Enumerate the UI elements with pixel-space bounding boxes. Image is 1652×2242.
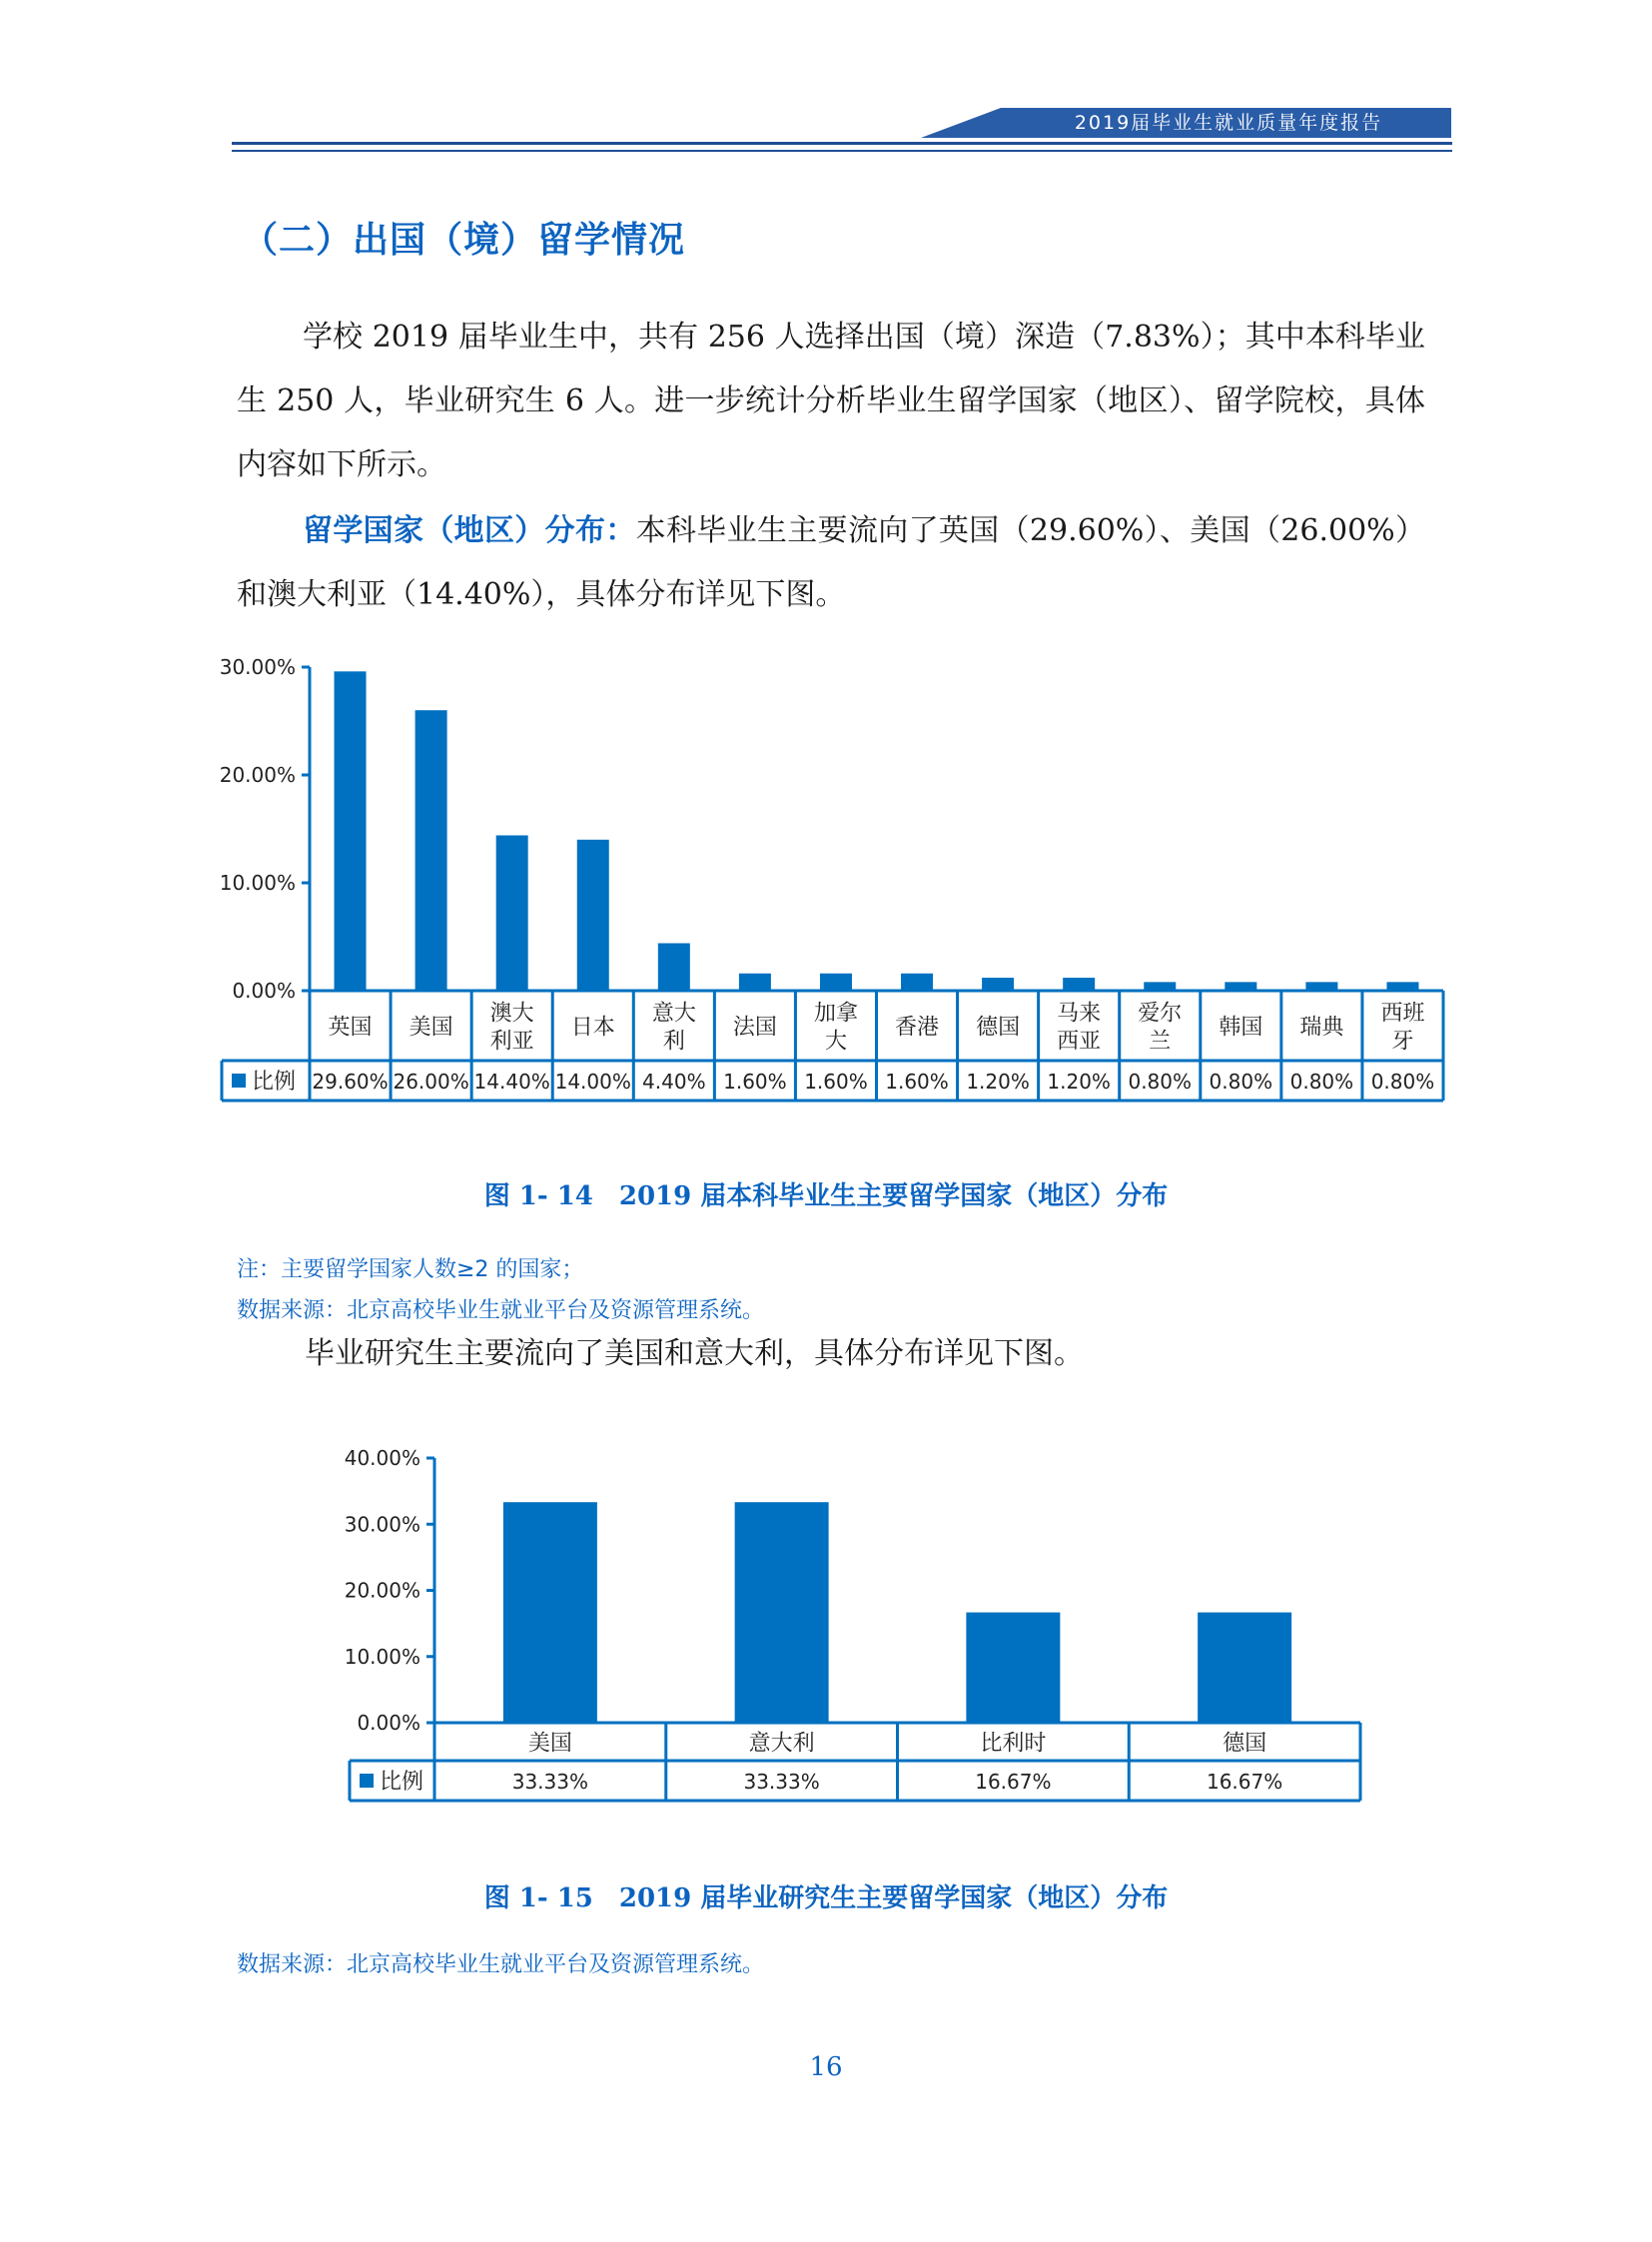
category-label-12: 瑞典	[1299, 1015, 1344, 1041]
legend-label: 比例	[380, 1770, 424, 1795]
value-label-7: 1.60%	[885, 1070, 949, 1094]
bar-4	[658, 943, 690, 991]
header-title: 2019届毕业生就业质量年度报告	[1074, 112, 1383, 134]
legend-swatch	[232, 1074, 246, 1088]
category-label-0: 英国	[328, 1015, 373, 1041]
header-rule-bottom	[232, 150, 1452, 152]
value-label-11: 0.80%	[1209, 1070, 1273, 1094]
y-tick-label: 10.00%	[219, 871, 296, 895]
bar-2	[966, 1613, 1060, 1723]
category-label-3: 日本	[570, 1015, 615, 1041]
y-tick-label: 40.00%	[344, 1446, 420, 1470]
bar-5	[739, 974, 771, 991]
paragraph-intro: 学校 2019 届毕业生中，共有 256 人选择出国（境）深造（7.83%）；其中本科毕业生 250 人，毕业研究生 6 人。进一步统计分析毕业生留学国家（地区）、留学院校，具体内容如下所示。	[237, 320, 1425, 482]
value-label-13: 0.80%	[1370, 1070, 1435, 1094]
y-tick-label: 20.00%	[344, 1578, 420, 1603]
bar-6	[820, 974, 852, 991]
category-label-9: 马来西亚	[1057, 1001, 1102, 1055]
bar-9	[1063, 978, 1095, 991]
y-tick-label: 0.00%	[232, 979, 296, 1003]
category-label-4: 意大利	[651, 1001, 696, 1055]
value-label-6: 1.60%	[804, 1070, 868, 1094]
category-label-0: 美国	[527, 1731, 572, 1757]
y-tick-label: 10.00%	[344, 1644, 420, 1669]
category-label-8: 德国	[976, 1015, 1021, 1041]
value-label-1: 26.00%	[393, 1070, 469, 1094]
bar-1	[415, 710, 447, 991]
page-number: 16	[809, 2052, 843, 2082]
value-label-1: 33.33%	[743, 1770, 820, 1794]
category-label-7: 香港	[895, 1015, 940, 1041]
value-label-10: 0.80%	[1128, 1070, 1193, 1094]
value-label-3: 14.00%	[554, 1070, 631, 1094]
bar-8	[982, 978, 1014, 991]
chart2-source: 数据来源：北京高校毕业生就业平台及资源管理系统。	[237, 1952, 765, 1977]
y-tick-label: 20.00%	[219, 763, 296, 787]
bar-3	[1198, 1613, 1291, 1723]
chart1-note: 注：主要留学国家人数≥2 的国家；	[237, 1257, 584, 1282]
bar-3	[577, 840, 609, 991]
value-label-2: 14.40%	[473, 1070, 550, 1094]
value-label-0: 29.60%	[312, 1070, 389, 1094]
value-label-0: 33.33%	[511, 1770, 589, 1794]
category-label-5: 法国	[732, 1015, 777, 1041]
section-title: （二）出国（境）留学情况	[242, 220, 686, 261]
category-label-1: 美国	[409, 1015, 453, 1041]
category-label-2: 比利时	[980, 1731, 1047, 1757]
bar-0	[503, 1502, 597, 1723]
value-label-5: 1.60%	[723, 1070, 787, 1094]
value-label-4: 4.40%	[642, 1070, 706, 1094]
category-label-1: 意大利	[748, 1731, 815, 1757]
chart1-source: 数据来源：北京高校毕业生就业平台及资源管理系统。	[237, 1298, 765, 1323]
header-rule-top	[232, 142, 1452, 145]
chart1-caption: 图 1- 14 2019 届本科毕业生主要留学国家（地区）分布	[483, 1181, 1169, 1211]
value-label-9: 1.20%	[1047, 1070, 1111, 1094]
category-label-10: 爱尔兰	[1138, 1001, 1183, 1055]
chart-graduate-destinations	[330, 1438, 1378, 1818]
chart-undergrad-destinations	[200, 649, 1458, 1119]
paragraph-distribution-label: 留学国家（地区）分布：	[303, 513, 636, 548]
category-label-2: 澳大利亚	[489, 1001, 534, 1055]
bar-7	[901, 974, 933, 991]
y-tick-label: 30.00%	[219, 655, 296, 679]
bar-0	[335, 671, 367, 991]
paragraph-distribution	[237, 499, 1425, 627]
y-tick-label: 30.00%	[344, 1512, 420, 1537]
paragraph-graduate: 毕业研究生主要流向了美国和意大利，具体分布详见下图。	[305, 1336, 1084, 1371]
chart2-caption: 图 1- 15 2019 届毕业研究生主要留学国家（地区）分布	[483, 1883, 1169, 1913]
paragraph-distribution-text: 本科毕业生主要流向了英国（29.60%）、美国（26.00%）和澳大利亚（14.40%），具体分布详见下图。	[237, 513, 1426, 612]
value-label-12: 0.80%	[1289, 1070, 1354, 1094]
bar-1	[735, 1502, 829, 1723]
category-label-13: 西班牙	[1380, 1001, 1425, 1055]
value-label-3: 16.67%	[1206, 1770, 1283, 1794]
bar-2	[496, 835, 528, 991]
legend-swatch	[360, 1774, 374, 1788]
category-label-3: 德国	[1223, 1731, 1267, 1757]
category-label-11: 韩国	[1219, 1015, 1263, 1041]
y-tick-label: 0.00%	[357, 1711, 420, 1735]
legend-label: 比例	[252, 1070, 297, 1095]
value-label-2: 16.67%	[975, 1770, 1052, 1794]
value-label-8: 1.20%	[966, 1070, 1030, 1094]
category-label-6: 加拿大	[813, 1001, 858, 1055]
